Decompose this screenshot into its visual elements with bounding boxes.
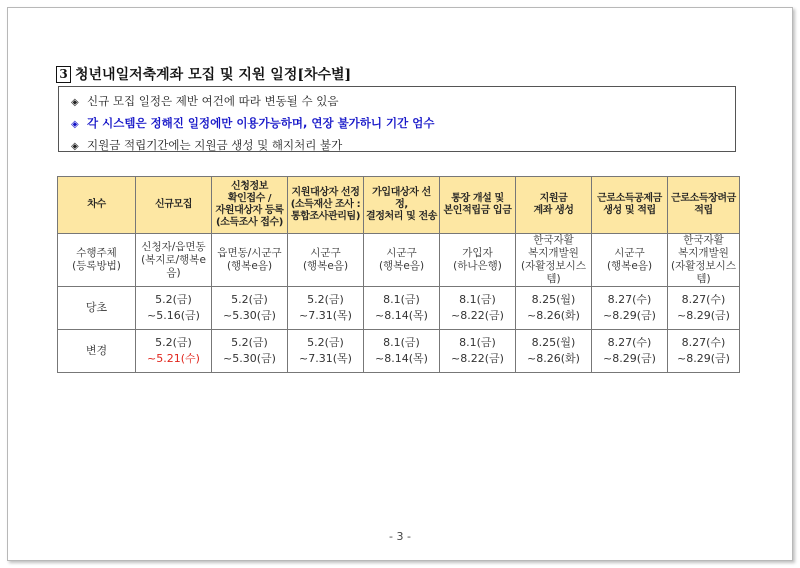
table-cell: 한국자활 복지개발원 (자활정보시스템) xyxy=(668,234,740,287)
notice-text: 지원금 적립기간에는 지원금 생성 및 해지처리 불가 xyxy=(87,138,343,152)
end-date: ~8.14(목) xyxy=(375,352,428,365)
page-number: - 3 - xyxy=(389,530,411,543)
column-header: 근로소득장려금 적립 xyxy=(668,177,740,234)
notice-item-0 xyxy=(71,91,735,113)
notice-box xyxy=(58,86,736,152)
table-cell xyxy=(440,287,516,330)
notice-item-2 xyxy=(71,135,735,157)
column-header: 근로소득공제금 생성 및 적립 xyxy=(592,177,668,234)
table-cell xyxy=(212,287,288,330)
diamond-bullet-icon: ◈ xyxy=(71,141,79,152)
start-date: 8.27(수) xyxy=(681,336,726,349)
end-date: ~8.29(금) xyxy=(677,309,730,322)
table-cell xyxy=(592,330,668,373)
table-cell xyxy=(212,330,288,373)
diamond-bullet-icon: ◈ xyxy=(71,119,79,130)
table-cell xyxy=(288,287,364,330)
column-header: 지원금 계좌 생성 xyxy=(516,177,592,234)
start-date: 8.1(금) xyxy=(459,293,496,306)
start-date: 8.27(수) xyxy=(681,293,726,306)
changed-schedule-row xyxy=(58,330,740,373)
row-label: 당초 xyxy=(58,287,136,330)
end-date: ~8.29(금) xyxy=(603,309,656,322)
column-header: 지원대상자 선정 (소득재산 조사 : 통합조사관리팀) xyxy=(288,177,364,234)
notice-text: 각 시스템은 정해진 일정에만 이용가능하며, 연장 불가하니 기간 엄수 xyxy=(87,116,435,130)
start-date: 8.27(수) xyxy=(607,336,652,349)
end-date: ~8.29(금) xyxy=(603,352,656,365)
table-cell xyxy=(668,330,740,373)
column-header: 가입대상자 선정, 결정처리 및 전송 xyxy=(364,177,440,234)
method-row xyxy=(58,234,740,287)
start-date: 8.25(월) xyxy=(531,336,576,349)
end-date: ~8.26(화) xyxy=(527,309,580,322)
table-cell: 읍면동/시군구 (행복e음) xyxy=(212,234,288,287)
section-title-text: 청년내일저축계좌 모집 및 지원 일정[차수별] xyxy=(75,67,352,83)
start-date: 5.2(금) xyxy=(307,336,344,349)
table-cell: 시군구 (행복e음) xyxy=(288,234,364,287)
table-cell: 신청자/읍면동 (복지로/행복e음) xyxy=(136,234,212,287)
column-header: 신청정보 확인접수 / 자원대상자 등록 (소득조사 접수) xyxy=(212,177,288,234)
table-cell: 시군구 (행복e음) xyxy=(592,234,668,287)
start-date: 5.2(금) xyxy=(231,293,268,306)
table-cell: 시군구 (행복e음) xyxy=(364,234,440,287)
row-label: 수행주체 (등록방법) xyxy=(58,234,136,287)
original-schedule-row xyxy=(58,287,740,330)
end-date: ~7.31(목) xyxy=(299,309,352,322)
end-date: ~8.29(금) xyxy=(677,352,730,365)
end-date: ~7.31(목) xyxy=(299,352,352,365)
column-header: 차수 xyxy=(58,177,136,234)
column-header: 신규모집 xyxy=(136,177,212,234)
start-date: 8.1(금) xyxy=(383,336,420,349)
start-date: 5.2(금) xyxy=(155,293,192,306)
table-cell xyxy=(668,287,740,330)
table-cell xyxy=(440,330,516,373)
start-date: 5.2(금) xyxy=(307,293,344,306)
end-date: ~8.26(화) xyxy=(527,352,580,365)
table-cell xyxy=(592,287,668,330)
section-number: 3 xyxy=(56,66,71,83)
end-date: ~5.30(금) xyxy=(223,352,276,365)
end-date: ~5.16(금) xyxy=(147,309,200,322)
table-cell: 한국자활 복지개발원 (자활정보시스템) xyxy=(516,234,592,287)
end-date: ~8.22(금) xyxy=(451,309,504,322)
start-date: 8.25(월) xyxy=(531,293,576,306)
start-date: 5.2(금) xyxy=(155,336,192,349)
start-date: 8.1(금) xyxy=(383,293,420,306)
end-date: ~8.22(금) xyxy=(451,352,504,365)
table-header-row xyxy=(58,177,740,234)
section-title xyxy=(56,64,351,84)
table-cell xyxy=(516,330,592,373)
notice-text: 신규 모집 일정은 제반 여건에 따라 변동될 수 있음 xyxy=(87,94,339,108)
end-date: ~5.30(금) xyxy=(223,309,276,322)
diamond-bullet-icon: ◈ xyxy=(71,97,79,108)
table-cell xyxy=(364,330,440,373)
row-label: 변경 xyxy=(58,330,136,373)
start-date: 8.1(금) xyxy=(459,336,496,349)
table-cell xyxy=(364,287,440,330)
start-date: 5.2(금) xyxy=(231,336,268,349)
table-cell: 가입자 (하나은행) xyxy=(440,234,516,287)
start-date: 8.27(수) xyxy=(607,293,652,306)
schedule-table xyxy=(57,176,740,373)
table-cell xyxy=(136,287,212,330)
table-cell xyxy=(516,287,592,330)
column-header: 통장 개설 및 본인적립금 입금 xyxy=(440,177,516,234)
end-date: ~5.21(수) xyxy=(147,352,200,365)
table-cell xyxy=(136,330,212,373)
notice-item-1 xyxy=(71,113,735,135)
table-cell xyxy=(288,330,364,373)
end-date: ~8.14(목) xyxy=(375,309,428,322)
